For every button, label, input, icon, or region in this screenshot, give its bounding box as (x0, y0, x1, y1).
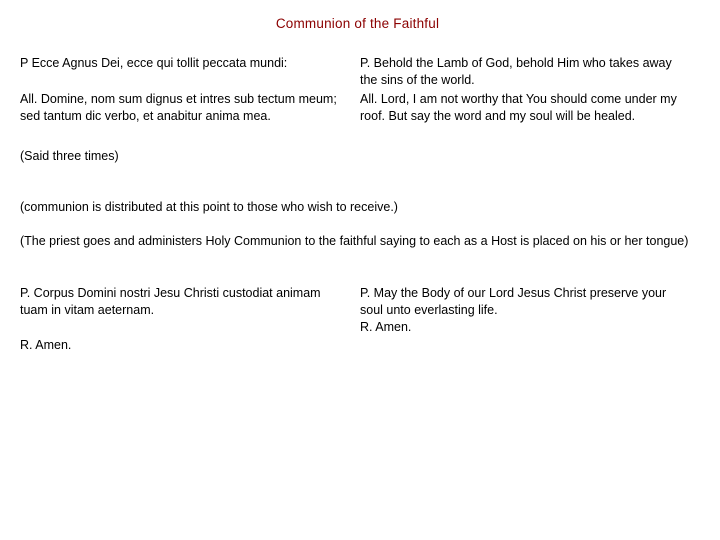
corpus-english-block (360, 285, 690, 336)
priest-note: (The priest goes and administers Holy Communion to the faithful saying to each as a Host is placed on his or her tongue) (20, 234, 689, 248)
domine-latin-text: All. Domine, nom sum dignus et intres sub tectum meum; sed tantum dic verbo, et anabitur anima mea. (20, 92, 337, 123)
distribution-note: (communion is distributed at this point to those who wish to receive.) (20, 200, 398, 214)
corpus-english-text: P. May the Body of our Lord Jesus Christ preserve your soul unto everlasting life. (360, 286, 667, 317)
agnus-english-text: P. Behold the Lamb of God, behold Him who takes away the sins of the world. (360, 56, 672, 87)
domine-english-text: All. Lord, I am not worthy that You should come under my roof. But say the word and my soul will be healed. (360, 92, 677, 123)
amen-latin-text: R. Amen. (20, 338, 72, 352)
page-title: Communion of the Faithful (275, 16, 440, 31)
said-three-times-note: (Said three times) (20, 149, 119, 163)
agnus-latin-text: P Ecce Agnus Dei, ecce qui tollit peccata mundi: (20, 56, 288, 70)
corpus-english-amen: R. Amen. (360, 320, 412, 334)
corpus-latin-text: P. Corpus Domini nostri Jesu Christi custodiat animam tuam in vitam aeternam. (20, 286, 321, 317)
